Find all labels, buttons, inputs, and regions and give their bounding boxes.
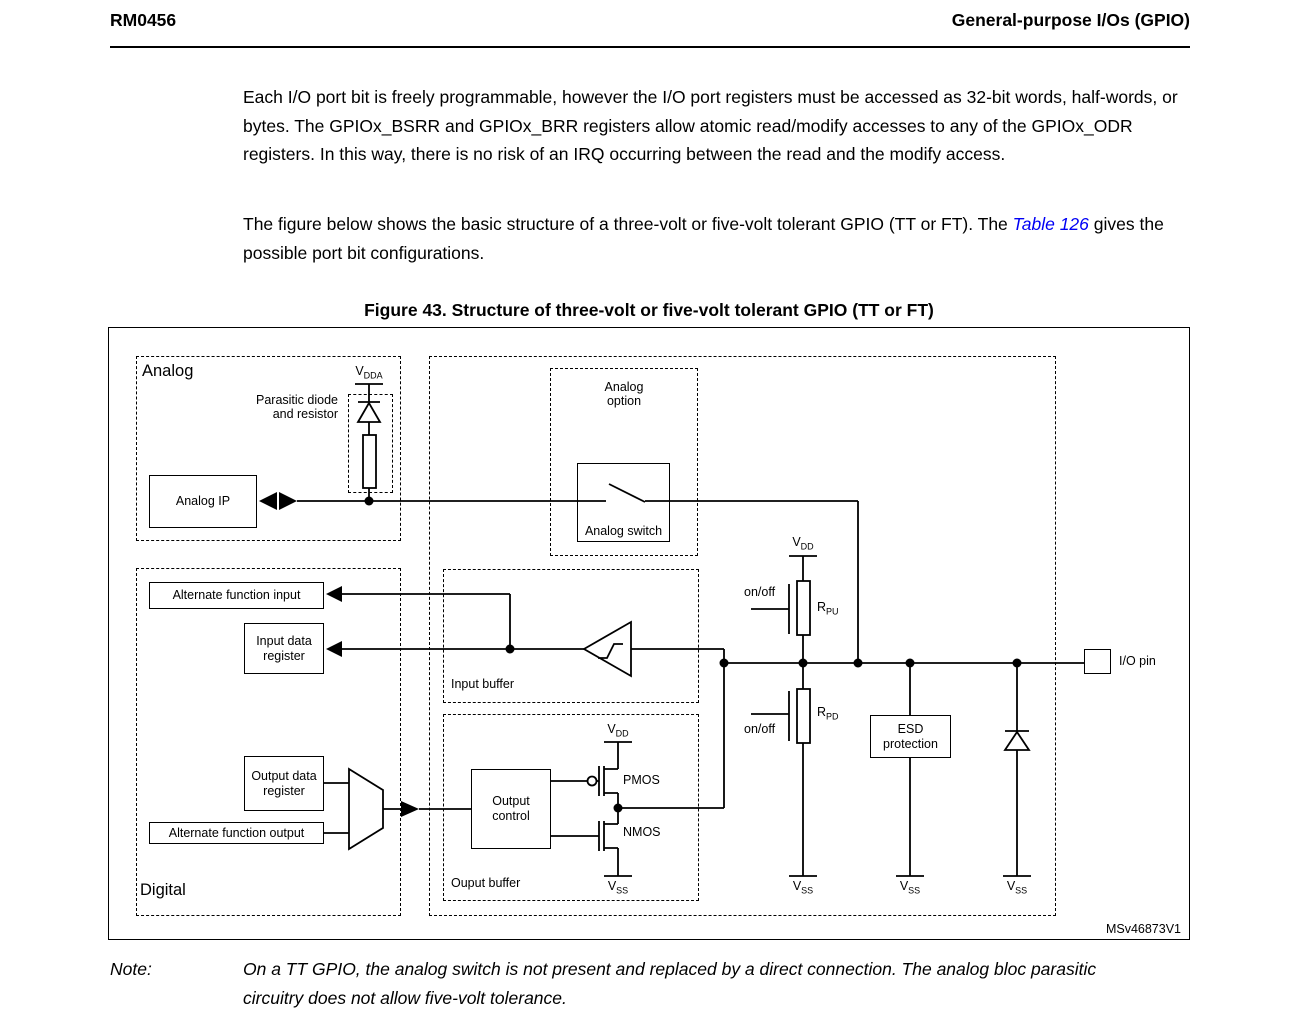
figure-caption: Figure 43. Structure of three-volt or five-volt tolerant GPIO (TT or FT) [364, 300, 934, 320]
mux-output-arrowhead-icon [401, 801, 419, 817]
digital-section-label: Digital [140, 881, 186, 899]
digital-section-box [136, 568, 401, 916]
rpu-label: $R_{PU}$ [817, 600, 839, 617]
vss-output-label: $V_{SS}$ [607, 879, 629, 896]
input-data-register-block: Input data register [244, 623, 324, 674]
output-control-block: Output control [471, 769, 551, 849]
output-data-register-block: Output data register [244, 756, 324, 811]
parasitic-box [348, 394, 393, 493]
vss-diode-label: $V_{SS}$ [1006, 879, 1028, 896]
note-text: On a TT GPIO, the analog switch is not present and replaced by a direct connection. The analog bloc parasitic circuitry does not allow five-volt tolerance. [243, 959, 1097, 1008]
analog-option-label: Analog option [604, 380, 644, 409]
vdd-output-label: $V_{DD}$ [607, 722, 629, 739]
chapter-title: General-purpose I/Os (GPIO) [951, 10, 1190, 30]
doc-reference: RM0456 [110, 10, 177, 30]
paragraph-2-before: The figure below shows the basic structure of a three-volt or five-volt tolerant GPIO (TT or FT). The [243, 214, 1013, 234]
vdda-label: $V_{DDA}$ [355, 364, 383, 381]
on-off-pulldown-label: on/off [744, 722, 776, 736]
header-rule [110, 46, 1190, 48]
paragraph-2 [243, 210, 1188, 267]
alternate-function-input-block: Alternate function input [149, 582, 324, 609]
figure-watermark: MSv46873V1 [1105, 922, 1181, 936]
vdd-rpu-label: $V_{DD}$ [792, 535, 814, 552]
note-label: Note: [110, 959, 152, 979]
on-off-pullup-label: on/off [744, 585, 776, 599]
analog-ip-block: Analog IP [149, 475, 257, 528]
alternate-function-output-block: Alternate function output [149, 822, 324, 844]
paragraph-1: Each I/O port bit is freely programmable, however the I/O port registers must be accessed as 32-bit words, half-words, or bytes. The GPIOx_BSRR and GPIOx_BRR registers allow atomic read/modify accesses to any of the GPIOx_ODR registers. In this way, there is no risk of an IRQ occurring between the read and the modify access. [243, 87, 1178, 164]
esd-protection-block: ESD protection [870, 715, 951, 758]
pmos-label: PMOS [623, 773, 660, 787]
output-buffer-label: Ouput buffer [451, 876, 521, 890]
vss-rpd-label: $V_{SS}$ [792, 879, 814, 896]
parasitic-label: Parasitic diode and resistor [256, 393, 338, 422]
vss-esd-label: $V_{SS}$ [899, 879, 921, 896]
table-126-link[interactable]: Table 126 [1012, 214, 1089, 234]
analog-switch-block: Analog switch [577, 463, 670, 542]
paragraph-2-after: gives the possible port bit configurations. [243, 214, 1164, 263]
input-buffer-label: Input buffer [451, 677, 515, 691]
nmos-label: NMOS [623, 825, 661, 839]
io-pin-pad [1084, 649, 1111, 674]
figure-43-diagram [108, 327, 1190, 940]
io-pin-label: I/O pin [1119, 654, 1156, 668]
rpd-label: $R_{PD}$ [817, 705, 839, 722]
analog-section-label: Analog [142, 362, 194, 380]
